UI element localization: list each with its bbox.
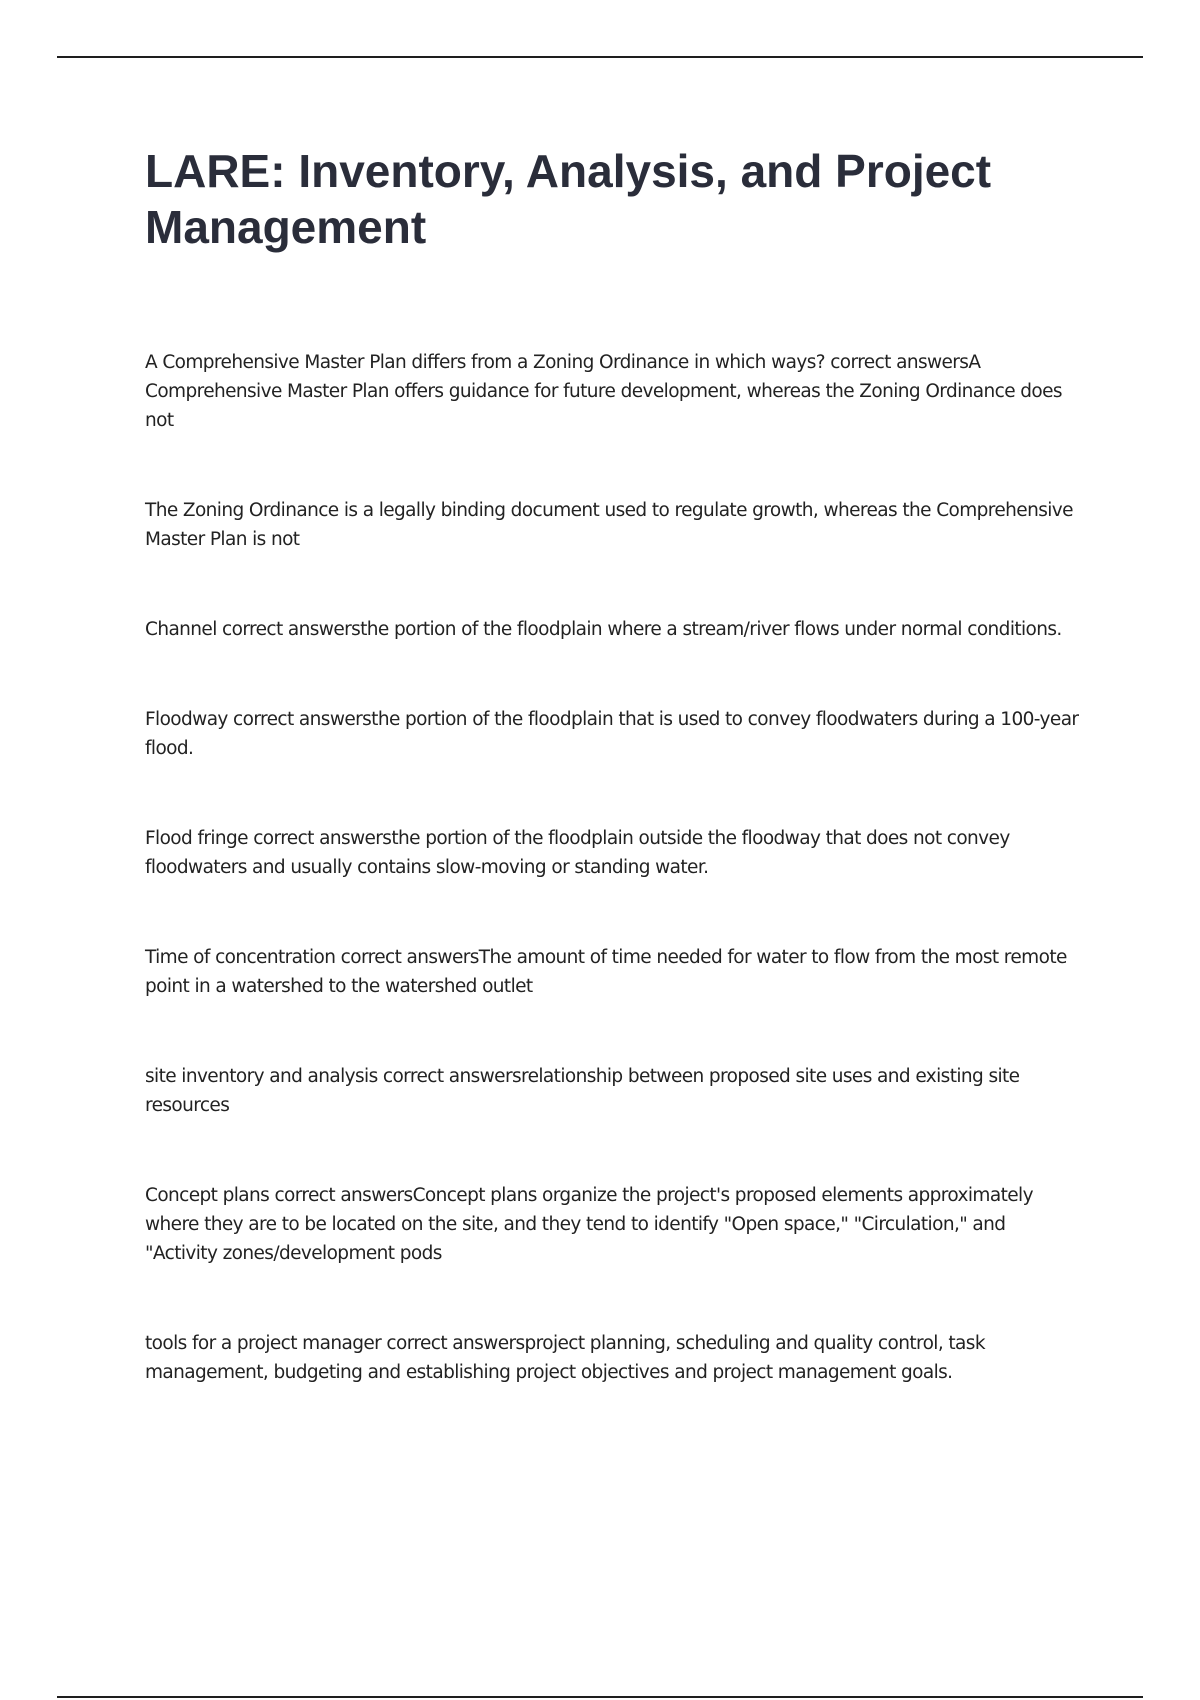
flashcard-entry: The Zoning Ordinance is a legally binding document used to regulate growth, whereas the Comprehensive Master Plan is not bbox=[145, 500, 1073, 550]
flashcard-entry: A Comprehensive Master Plan differs from a Zoning Ordinance in which ways? correct answersA Comprehensive Master Plan offers guidance for future development, whereas the Zoning Ordinance does not bbox=[145, 352, 1062, 431]
flashcard-entry: Channel correct answersthe portion of the floodplain where a stream/river flows under normal conditions. bbox=[145, 619, 1062, 640]
flashcard-entry: site inventory and analysis correct answersrelationship between proposed site uses and existing site resources bbox=[145, 1066, 1020, 1116]
top-divider bbox=[57, 56, 1143, 58]
page-title: LARE: Inventory, Analysis, and Project Management bbox=[145, 145, 992, 253]
flashcard-list bbox=[145, 348, 1080, 1387]
flashcard-entry: Floodway correct answersthe portion of the floodplain that is used to convey floodwaters during a 100-year flood. bbox=[145, 709, 1079, 759]
bottom-divider bbox=[57, 1696, 1143, 1698]
flashcard-entry: Time of concentration correct answersThe amount of time needed for water to flow from the most remote point in a watershed to the watershed outlet bbox=[145, 947, 1067, 997]
flashcard-entry: Concept plans correct answersConcept plans organize the project's proposed elements approximately where they are to be located on the site, and they tend to identify "Open space," "Circulation," and "Activity zones/development pods bbox=[145, 1185, 1033, 1264]
flashcard-entry: tools for a project manager correct answersproject planning, scheduling and quality control, task management, budgeting and establishing project objectives and project management goals. bbox=[145, 1333, 985, 1383]
flashcard-entry: Flood fringe correct answersthe portion of the floodplain outside the floodway that does not convey floodwaters and usually contains slow-moving or standing water. bbox=[145, 828, 1010, 878]
